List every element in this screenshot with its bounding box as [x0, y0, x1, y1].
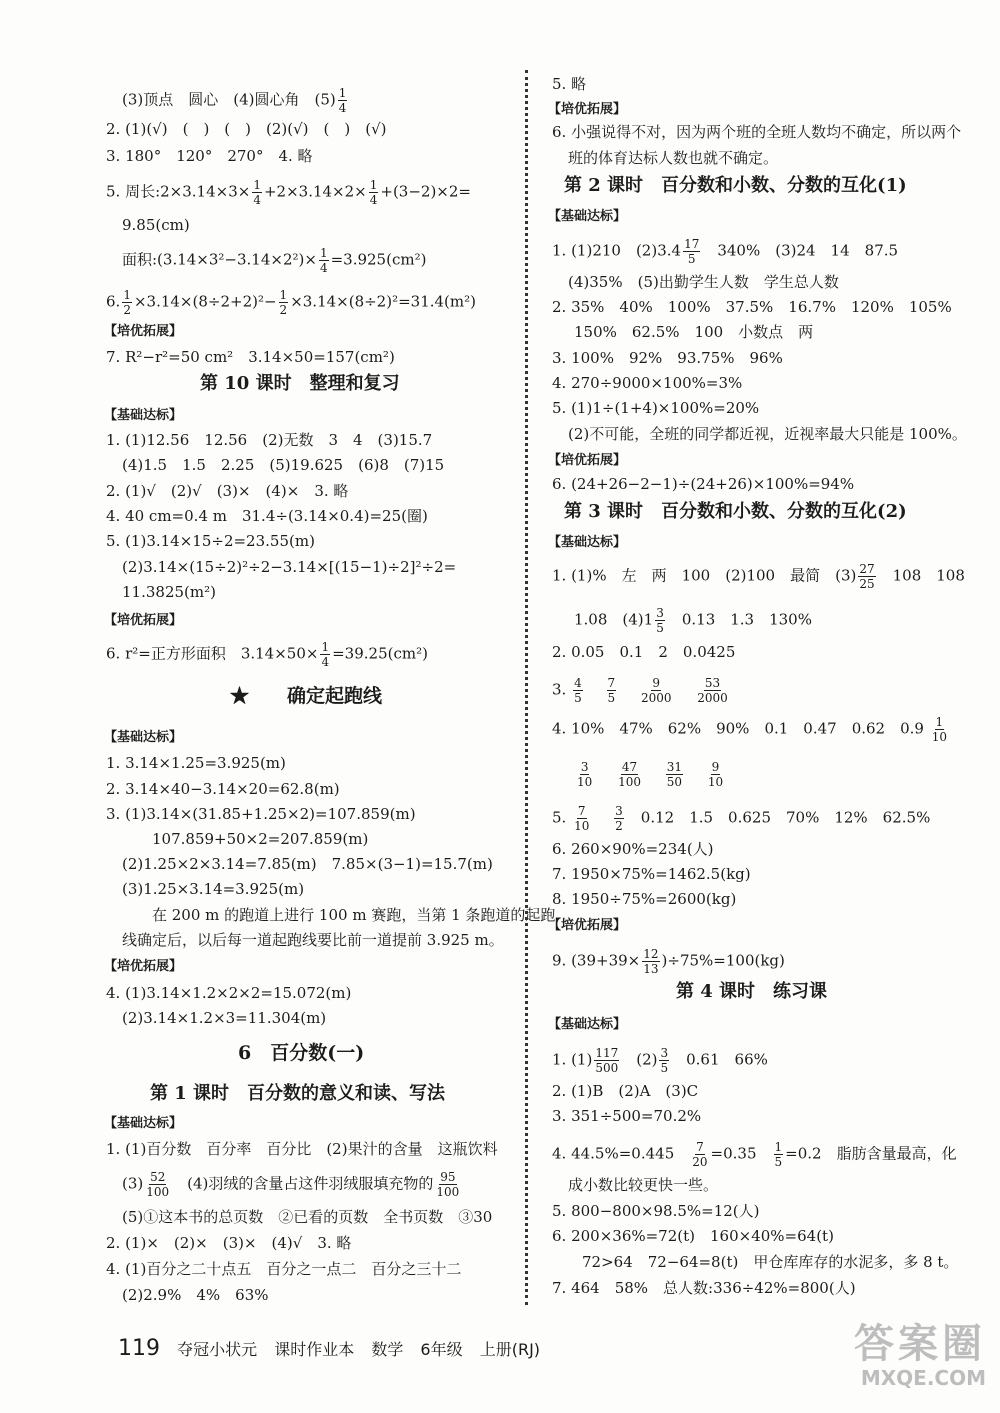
answer-line: 8. 1950÷75%=2600(kg) [552, 890, 737, 908]
answer-line: 6. 260×90%=234(人) [552, 840, 714, 858]
fraction: $\frac{1}{4}$ [321, 640, 330, 669]
answer-line: 2. (1)× (2)× (3)× (4)√ 3. 略 [106, 1234, 352, 1252]
column-divider [525, 70, 528, 1305]
fraction: $\frac{3}{2}$ [615, 804, 623, 833]
answer-line: 9. (39+39× $\frac{12}{13}$ )÷75%=100(kg) [552, 947, 785, 976]
answer-line: 成小数比较更快一些。 [568, 1176, 719, 1194]
answer-line: 1. (1)12.56 12.56 (2)无数 3 4 (3)15.7 [106, 431, 433, 449]
section-tag: 【基础达标】 [104, 730, 183, 745]
fraction: $\frac{1}{2}$ [279, 288, 288, 317]
lesson-heading: 第 3 课时 百分数和小数、分数的互化(2) [564, 501, 907, 522]
answer-line: 107.859+50×2=207.859(m) [152, 830, 369, 848]
answer-line: (2)不可能，全班的同学都近视，近视率最大只能是 100%。 [568, 425, 967, 443]
answer-line: 在 200 m 的跑道上进行 100 m 赛跑，当第 1 条跑道的起跑 [152, 906, 556, 924]
topic-heading: ★ 确定起跑线 [230, 685, 383, 707]
section-tag: 【培优拓展】 [104, 324, 183, 339]
answer-line: 4. (1)百分之二十点五 百分之一点二 百分之三十二 [106, 1260, 462, 1278]
lesson-heading: 第 4 课时 练习课 [676, 981, 828, 1002]
lesson-heading: 第 2 课时 百分数和小数、分数的互化(1) [564, 175, 907, 196]
answer-line: 3. 180° 120° 270° 4. 略 [106, 147, 313, 165]
footer-volume: 上册(RJ) [479, 1340, 541, 1359]
section-tag: 【培优拓展】 [104, 959, 183, 974]
section-tag: 【培优拓展】 [548, 102, 627, 117]
section-tag: 【培优拓展】 [548, 918, 627, 933]
section-tag: 【培优拓展】 [548, 453, 627, 468]
page-number: 119 [118, 1336, 160, 1361]
fraction: $\frac{117}{500}$ [595, 1046, 619, 1075]
section-tag: 【培优拓展】 [104, 613, 183, 628]
answer-line: 1. (1)210 (2)3.4 $\frac{17}{5}$ 340% (3)24 14 87.5 [552, 237, 899, 266]
answer-line: 2. (1)√ (2)√ (3)× (4)× 3. 略 [106, 482, 349, 500]
answer-line: 4. 10% 47% 62% 90% 0.1 0.47 0.62 0.9 $\frac{1}{10}$ [552, 715, 948, 744]
answer-line: 6. 小强说得不对，因为两个班的全班人数均不确定，所以两个 [552, 123, 962, 141]
footer-brand: 夺冠小状元 [177, 1340, 258, 1359]
section-tag: 【基础达标】 [548, 535, 627, 550]
section-tag: 【基础达标】 [548, 1017, 627, 1032]
fraction: $\frac{1}{2}$ [123, 288, 131, 317]
fraction: $\frac{12}{13}$ [643, 947, 659, 976]
lesson-heading: 第 1 课时 百分数的意义和读、写法 [150, 1083, 446, 1104]
answer-line: (3)顶点 圆心 (4)圆心角 (5) $\frac{1}{4}$ [122, 86, 347, 115]
answer-line: (5)①这本书的总页数 ②已看的页数 全书页数 ③30 [122, 1208, 493, 1226]
answer-line: 1. (1)% 左 两 100 (2)100 最简 (3) $\frac{27}{25}$ 108 108 [552, 562, 965, 591]
answer-line: 2. 35% 40% 100% 37.5% 16.7% 120% 105% [552, 298, 952, 316]
answer-line: 4. 270÷9000×100%=3% [552, 374, 743, 392]
watermark-text: 答案圈 [854, 1321, 986, 1367]
answer-line: 9.85(cm) [122, 216, 190, 234]
answer-line: 4. 40 cm=0.4 m 31.4÷(3.14×0.4)=25(圈) [106, 507, 428, 525]
answer-line: 1. 3.14×1.25=3.925(m) [106, 754, 286, 772]
fraction: $\frac{1}{4}$ [369, 178, 378, 207]
fraction: $\frac{17}{5}$ [684, 237, 700, 266]
answer-line: 7. 464 58% 总人数:336÷42%=800(人) [552, 1279, 856, 1297]
fraction: $\frac{3}{5}$ [660, 1046, 669, 1075]
answer-line: 7. R²−r²=50 cm² 3.14×50=157(cm²) [106, 348, 395, 366]
answer-line: 1.08 (4)1 $\frac{3}{5}$ 0.13 1.3 130% [574, 606, 812, 635]
answer-line: 2. 3.14×40−3.14×20=62.8(m) [106, 780, 340, 798]
fraction: $\frac{7}{10}$ [574, 804, 590, 833]
page-footer [118, 1336, 552, 1361]
answer-line: 6. (24+26−2−1)÷(24+26)×100%=94% [552, 475, 855, 493]
answer-line: (2)1.25×2×3.14=7.85(m) 7.85×(3−1)=15.7(m) [122, 855, 493, 873]
unit-heading: 6 百分数(一) [238, 1042, 365, 1064]
answer-line: 6. 200×36%=72(t) 160×40%=64(t) [552, 1227, 834, 1245]
answer-line: (3)1.25×3.14=3.925(m) [122, 880, 305, 898]
fraction: $\frac{47}{100}$ [618, 760, 641, 789]
answer-line: (3) $\frac{52}{100}$ (4)羽绒的含量占这件羽绒服填充物的 $\frac{95}{100}$ [122, 1170, 460, 1199]
fraction: $\frac{95}{100}$ [436, 1170, 460, 1199]
fraction: $\frac{1}{4}$ [338, 86, 347, 115]
answer-line: 150% 62.5% 100 小数点 两 [574, 323, 814, 341]
watermark-url: MXQE.COM [860, 1366, 986, 1390]
footer-series: 课时作业本 [274, 1340, 355, 1359]
answer-line: 3. $\frac{4}{5}$ $\frac{7}{5}$ $\frac{9}{2000}$ $\frac{53}{2000}$ [552, 676, 728, 705]
answer-line: 1. (1) $\frac{117}{500}$ (2) $\frac{3}{5}$ 0.61 66% [552, 1046, 768, 1075]
answer-line: 6. r²=正方形面积 3.14×50× $\frac{1}{4}$ =39.25(cm²) [106, 640, 428, 669]
fraction: $\frac{7}{5}$ [607, 676, 616, 705]
answer-line: 5. 略 [552, 75, 587, 93]
section-tag: 【基础达标】 [548, 209, 627, 224]
star-icon: ★ [230, 685, 250, 707]
answer-line: 5. 800−800×98.5%=12(人) [552, 1202, 760, 1220]
fraction: $\frac{52}{100}$ [146, 1170, 170, 1199]
fraction: $\frac{53}{2000}$ [697, 676, 728, 705]
answer-line: 面积:(3.14×3²−3.14×2²)× $\frac{1}{4}$ =3.925(cm²) [122, 246, 427, 275]
section-tag: 【基础达标】 [104, 408, 183, 423]
answer-line: 2. 0.05 0.1 2 0.0425 [552, 643, 736, 661]
answer-line: 11.3825(m²) [122, 583, 216, 601]
fraction: $\frac{1}{10}$ [931, 715, 948, 744]
answer-line: (2)3.14×1.2×3=11.304(m) [122, 1009, 327, 1027]
fraction: $\frac{9}{2000}$ [640, 676, 672, 705]
answer-line: 线确定后，以后每一道起跑线要比前一道提前 3.925 m。 [122, 931, 504, 949]
answer-line: 7. 1950×75%=1462.5(kg) [552, 865, 751, 883]
fraction: $\frac{9}{10}$ [707, 760, 724, 789]
fraction: $\frac{7}{20}$ [692, 1140, 708, 1169]
answer-line: 2. (1)(√) ( ) ( ) (2)(√) ( ) (√) [106, 120, 387, 138]
answer-line: 3. 351÷500=70.2% [552, 1107, 702, 1125]
answer-line: (2)3.14×(15÷2)²÷2−3.14×[(15−1)÷2]²÷2= [122, 558, 457, 576]
answer-line: 5. (1)1÷(1+4)×100%=20% [552, 399, 760, 417]
answer-line [574, 760, 726, 789]
watermark-logo [786, 1322, 986, 1394]
lesson-heading: 第 10 课时 整理和复习 [200, 373, 400, 394]
fraction: $\frac{27}{25}$ [859, 562, 875, 591]
fraction: $\frac{4}{5}$ [574, 676, 582, 705]
fraction: $\frac{1}{5}$ [774, 1140, 783, 1169]
answer-line: 4. 44.5%=0.445 $\frac{7}{20}$ =0.35 $\frac{1}{5}$ =0.2 脂肪含量最高，化 [552, 1140, 957, 1169]
section-tag: 【基础达标】 [104, 1116, 183, 1131]
answer-line: 4. (1)3.14×1.2×2×2=15.072(m) [106, 984, 352, 1002]
answer-line: 6. $\frac{1}{2}$ ×3.14×(8÷2+2)²− $\frac{1}{2}$ ×3.14×(8÷2)²=31.4(m²) [106, 288, 477, 317]
answer-line: 2. (1)B (2)A (3)C [552, 1082, 699, 1100]
answer-line: 5. 周长:2×3.14×3× $\frac{1}{4}$ +2×3.14×2× $\frac{1}{4}$ +(3−2)×2= [106, 178, 471, 207]
fraction: $\frac{1}{4}$ [253, 178, 261, 207]
answer-line: 5. (1)3.14×15÷2=23.55(m) [106, 532, 315, 550]
answer-line: 3. (1)3.14×(31.85+1.25×2)=107.859(m) [106, 805, 416, 823]
answer-line: (4)35% (5)出勤学生人数 学生总人数 [568, 273, 839, 291]
fraction: $\frac{3}{5}$ [656, 606, 664, 635]
fraction: $\frac{1}{4}$ [319, 246, 328, 275]
fraction: $\frac{31}{50}$ [666, 760, 683, 789]
footer-grade: 6年级 [420, 1340, 463, 1359]
fraction: $\frac{3}{10}$ [577, 760, 593, 789]
answer-line: 班的体育达标人数也就不确定。 [568, 149, 779, 167]
answer-line: 5. $\frac{7}{10}$ $\frac{3}{2}$ 0.12 1.5 0.625 70% 12% 62.5% [552, 804, 931, 833]
answer-line: 1. (1)百分数 百分率 百分比 (2)果汁的含量 这瓶饮料 [106, 1140, 498, 1158]
answer-line: (2)2.9% 4% 63% [122, 1286, 269, 1304]
footer-subject: 数学 [371, 1340, 404, 1359]
answer-line: (4)1.5 1.5 2.25 (5)19.625 (6)8 (7)15 [122, 456, 445, 474]
answer-line: 3. 100% 92% 93.75% 96% [552, 349, 783, 367]
answer-line: 72>64 72−64=8(t) 甲仓库库存的水泥多，多 8 t。 [582, 1253, 959, 1271]
